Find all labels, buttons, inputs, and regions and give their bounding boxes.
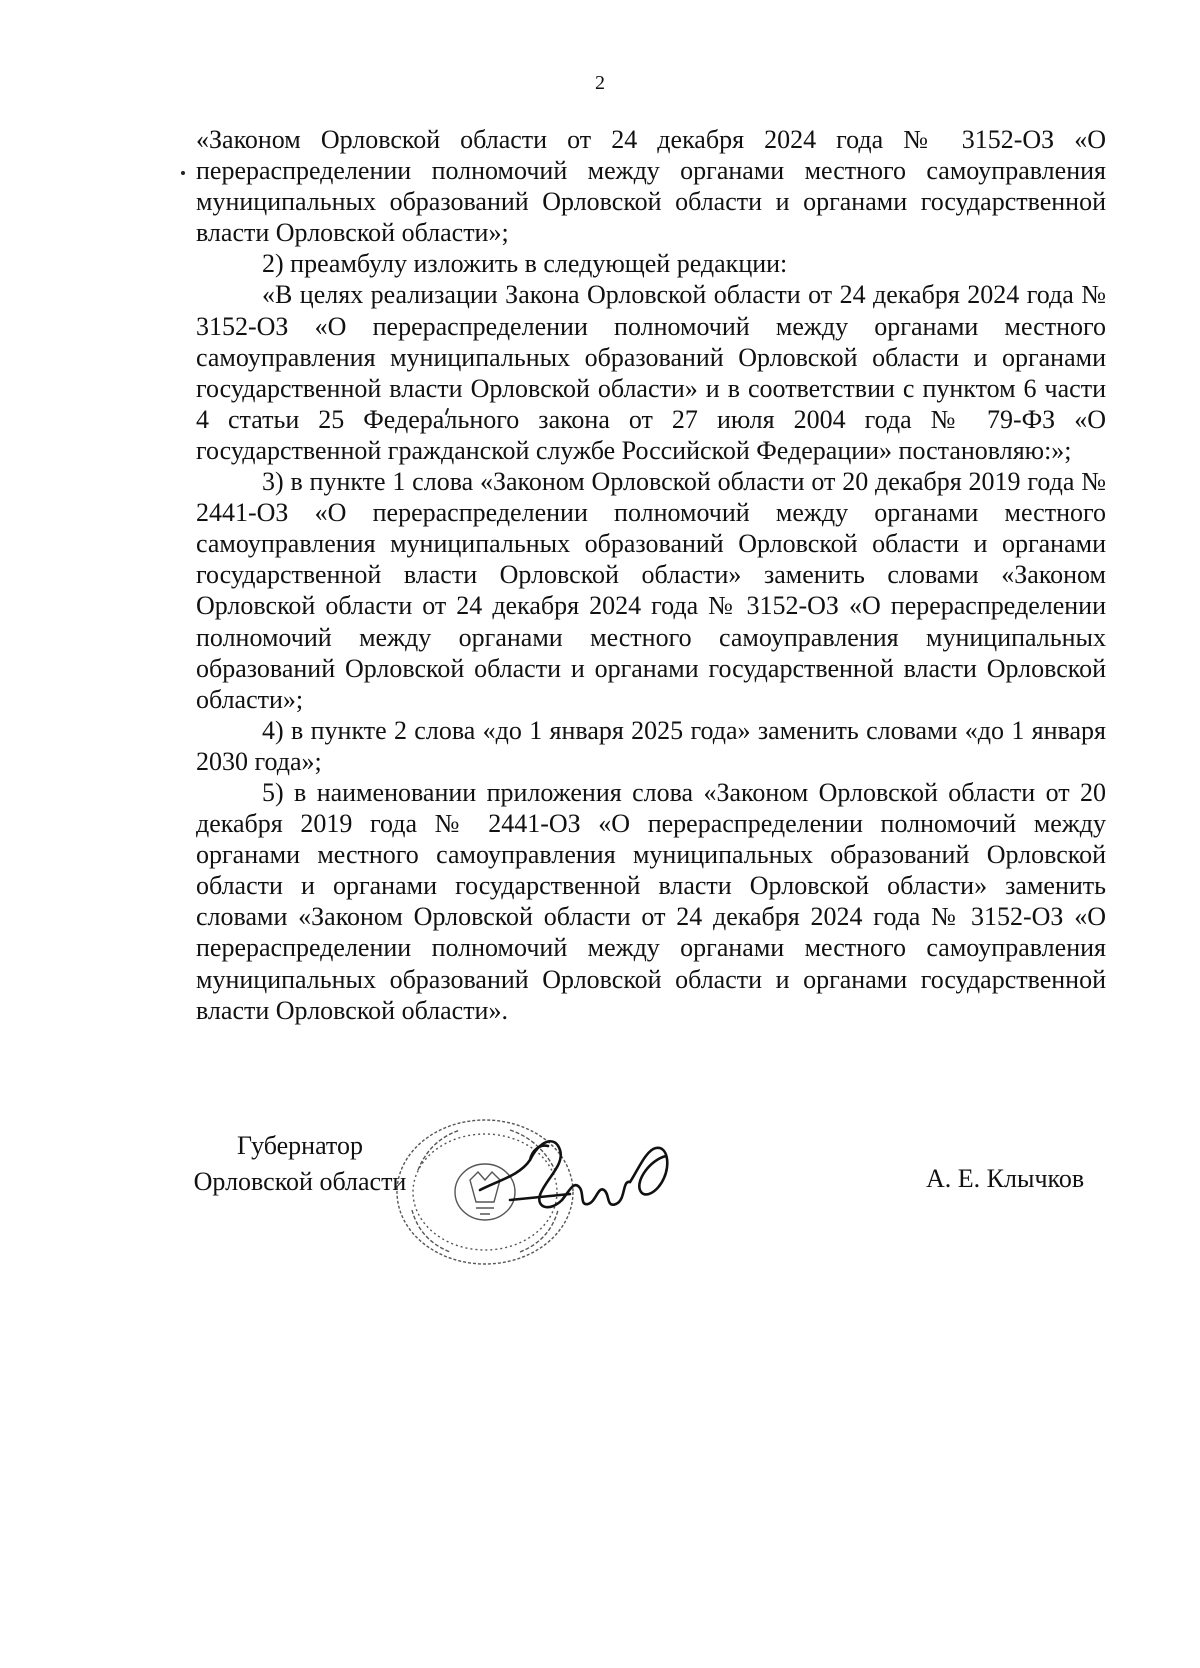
paragraph-item-3: 3) в пункте 1 слова «Законом Орловской области от 20 декабря 2019 года № 2441-ОЗ «О перераспределении полномочий между органами местного самоуправления муниципальных образований Орловской области и органами государственной власти Орловской области» заменить словами «Законом Орловской области от 24 декабря 2024 года № 3152-ОЗ «О перераспределении полномочий между органами местного самоуправления муниципальных образований Орловской области и органами государственной власти Орловской области»; [196,467,1106,714]
paragraph-item-2: 2) преамбулу изложить в следующей редакции: [262,249,788,279]
signatory-position-line-1: Губернатор [237,1131,363,1160]
handwritten-signature [470,1120,690,1230]
stray-dot-mark [181,171,185,175]
paragraph-item-5: 5) в наименовании приложения слова «Законом Орловской области от 20 декабря 2019 года № 2441-ОЗ «О перераспределении полномочий между органами местного самоуправления муниципальных образований Орловской области и органами государственной власти Орловской области» заменить словами «Законом Орловской области от 24 декабря 2024 года № 3152-ОЗ «О перераспределении полномочий между органами местного самоуправления муниципальных образований Орловской области и органами государственной власти Орловской области». [196,777,1106,1025]
paragraph-preamble-text: «В целях реализации Закона Орловской области от 24 декабря 2024 года № 3152-ОЗ «О перераспределении полномочий между органами местного самоуправления муниципальных образований Орловской области и органами государственной власти Орловской области» и в соответствии с пунктом 6 части 4 статьи 25 Федерального закона от 27 июля 2004 года № 79-ФЗ «О государственной гражданской службе Российской Федерации» постановляю:»; [196,280,1106,465]
paragraph-item-4: 4) в пункте 2 слова «до 1 января 2025 года» заменить словами «до 1 января 2030 года»; [196,715,1106,776]
signatory-position-line-2: Орловской области [193,1167,407,1196]
signature-block [0,1120,1200,1320]
signatory-name: А. Е. Клычков [926,1164,1085,1193]
document-body [196,124,1106,1026]
signatory-position [190,1128,410,1200]
page-number: 2 [595,72,605,94]
paragraph-continuation: «Законом Орловской области от 24 декабря 2024 года № 3152-ОЗ «О перераспределении полномочий между органами местного самоуправления муниципальных образований Орловской области и органами государственной власти Орловской области»; [196,125,1106,248]
